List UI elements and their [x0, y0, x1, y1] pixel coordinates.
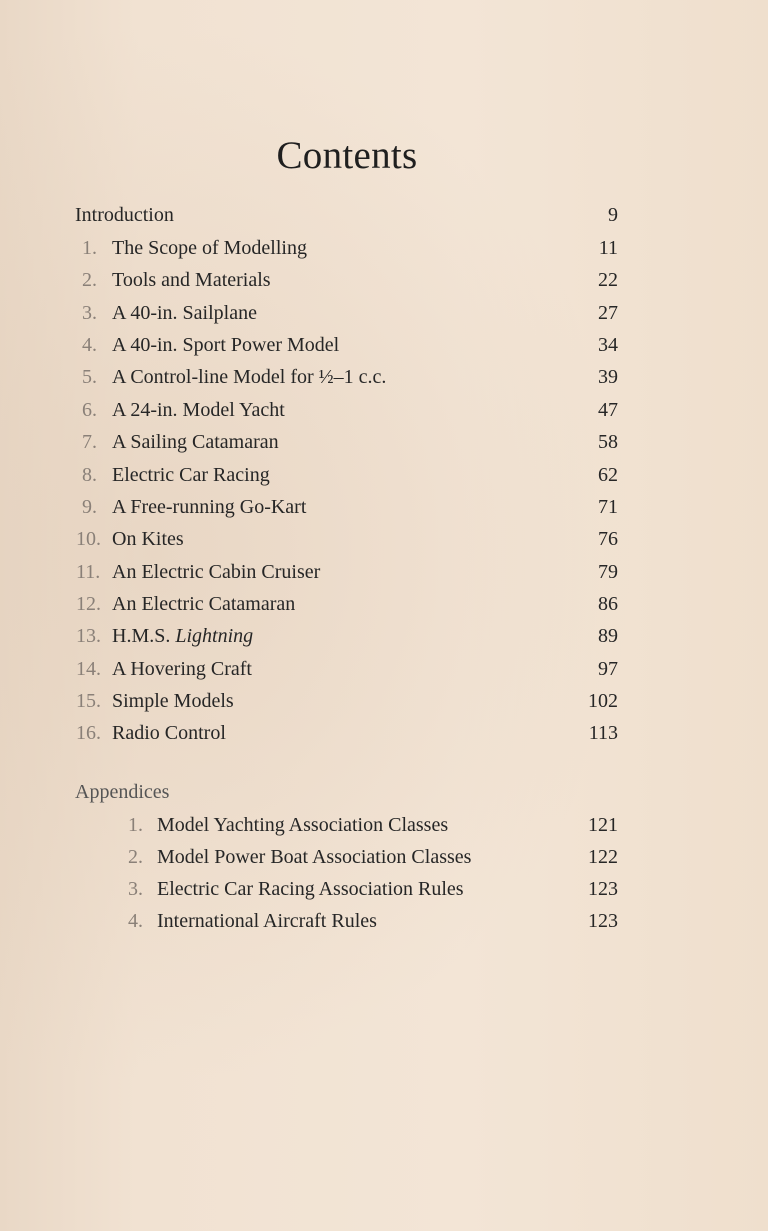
- toc-entry-label: [112, 621, 253, 651]
- toc-entry-page: 76: [598, 528, 618, 550]
- toc-entry: [0, 524, 768, 554]
- toc-entry-label: A 24-in. Model Yacht: [112, 399, 285, 421]
- toc-entry-label: Electric Car Racing: [112, 464, 270, 486]
- toc-entry: [0, 686, 768, 716]
- toc-entry-number: 6.: [82, 399, 97, 421]
- toc-entry-label: An Electric Catamaran: [112, 593, 296, 615]
- toc-entry-label: On Kites: [112, 528, 184, 550]
- toc-entry: [0, 330, 768, 360]
- toc-entry-page: 39: [598, 366, 618, 388]
- toc-entry-page: 22: [598, 269, 618, 291]
- toc-entry-page: 113: [588, 722, 618, 744]
- toc-entry: [0, 589, 768, 619]
- appendix-entry-page: 122: [588, 846, 618, 868]
- toc-entry: [0, 233, 768, 263]
- toc-entry-label: Simple Models: [112, 690, 234, 712]
- toc-entry-page: 27: [598, 302, 618, 324]
- toc-entry-number: 1.: [82, 237, 97, 259]
- toc-entry-label: The Scope of Modelling: [112, 237, 307, 259]
- toc-entry: [0, 362, 768, 392]
- toc-entry: [0, 265, 768, 295]
- toc-entry-number: 5.: [82, 366, 97, 388]
- toc-entry-page: 79: [598, 561, 618, 583]
- toc-entry-label: Tools and Materials: [112, 269, 271, 291]
- appendix-entry-number: 4.: [128, 910, 143, 932]
- toc-entry-number: 2.: [82, 269, 97, 291]
- toc-entry-page: 11: [598, 237, 618, 259]
- toc-entry-label: A 40-in. Sailplane: [112, 302, 257, 324]
- toc-entry-page: 34: [598, 334, 618, 356]
- toc-entry-page: 71: [598, 496, 618, 518]
- toc-entry-label: A Sailing Catamaran: [112, 431, 279, 453]
- appendix-entry: [0, 810, 768, 840]
- toc-entry: [0, 395, 768, 425]
- toc-entry: [0, 621, 768, 651]
- toc-entry-number: 4.: [82, 334, 97, 356]
- toc-entry-page: 9: [608, 204, 618, 226]
- toc-entry-page: 89: [598, 625, 618, 647]
- toc-entry: [0, 654, 768, 684]
- appendix-entry-page: 123: [588, 910, 618, 932]
- page-title: Contents: [276, 134, 418, 177]
- toc-entry: [0, 557, 768, 587]
- appendix-entry-number: 1.: [128, 814, 143, 836]
- appendix-entry-page: 123: [588, 878, 618, 900]
- toc-entry-page: 47: [598, 399, 618, 421]
- toc-entry-label: A Free-running Go-Kart: [112, 496, 307, 518]
- toc-entry-number: 9.: [82, 496, 97, 518]
- appendix-entry: [0, 842, 768, 872]
- toc-entry-number: 16.: [76, 722, 101, 744]
- appendix-entry-number: 2.: [128, 846, 143, 868]
- toc-entry-number: 12.: [76, 593, 101, 615]
- appendix-entry-page: 121: [588, 814, 618, 836]
- toc-entry: [0, 460, 768, 490]
- toc-entry-label: A 40-in. Sport Power Model: [112, 334, 340, 356]
- appendix-entry-label: Electric Car Racing Association Rules: [157, 878, 464, 900]
- toc-entry: [0, 298, 768, 328]
- toc-entry-page: 102: [588, 690, 618, 712]
- toc-entry-label: Radio Control: [112, 722, 226, 744]
- toc-entry-label: Introduction: [75, 204, 174, 226]
- toc-entry-number: 7.: [82, 431, 97, 453]
- toc-entry-number: 13.: [76, 625, 101, 647]
- toc-entry-page: 97: [598, 658, 618, 680]
- appendix-entry: [0, 874, 768, 904]
- appendix-entry-label: International Aircraft Rules: [157, 910, 377, 932]
- toc-entry-label-text: H.M.S.: [112, 625, 176, 647]
- toc-entry-number: 15.: [76, 690, 101, 712]
- toc-entry-page: 86: [598, 593, 618, 615]
- toc-entry-number: 10.: [76, 528, 101, 550]
- appendix-entry: [0, 906, 768, 936]
- appendices-heading: Appendices: [75, 781, 170, 803]
- toc-entry-page: 62: [598, 464, 618, 486]
- toc-entry: [0, 492, 768, 522]
- toc-entry-label: A Hovering Craft: [112, 658, 252, 680]
- appendix-entry-label: Model Power Boat Association Classes: [157, 846, 472, 868]
- toc-entry-introduction: [0, 200, 768, 230]
- toc-entry: [0, 718, 768, 748]
- toc-entry-label-italic: Lightning: [175, 625, 254, 647]
- toc-entry-page: 58: [598, 431, 618, 453]
- toc-entry-label: An Electric Cabin Cruiser: [112, 561, 321, 583]
- appendix-entry-label: Model Yachting Association Classes: [157, 814, 449, 836]
- toc-entry-number: 3.: [82, 302, 97, 324]
- toc-entry-number: 8.: [82, 464, 97, 486]
- toc-entry-number: 14.: [76, 658, 101, 680]
- toc-entry-number: 11.: [76, 561, 101, 583]
- toc-entry-label: A Control-line Model for ½–1 c.c.: [112, 366, 387, 388]
- appendix-entry-number: 3.: [128, 878, 143, 900]
- toc-entry: [0, 427, 768, 457]
